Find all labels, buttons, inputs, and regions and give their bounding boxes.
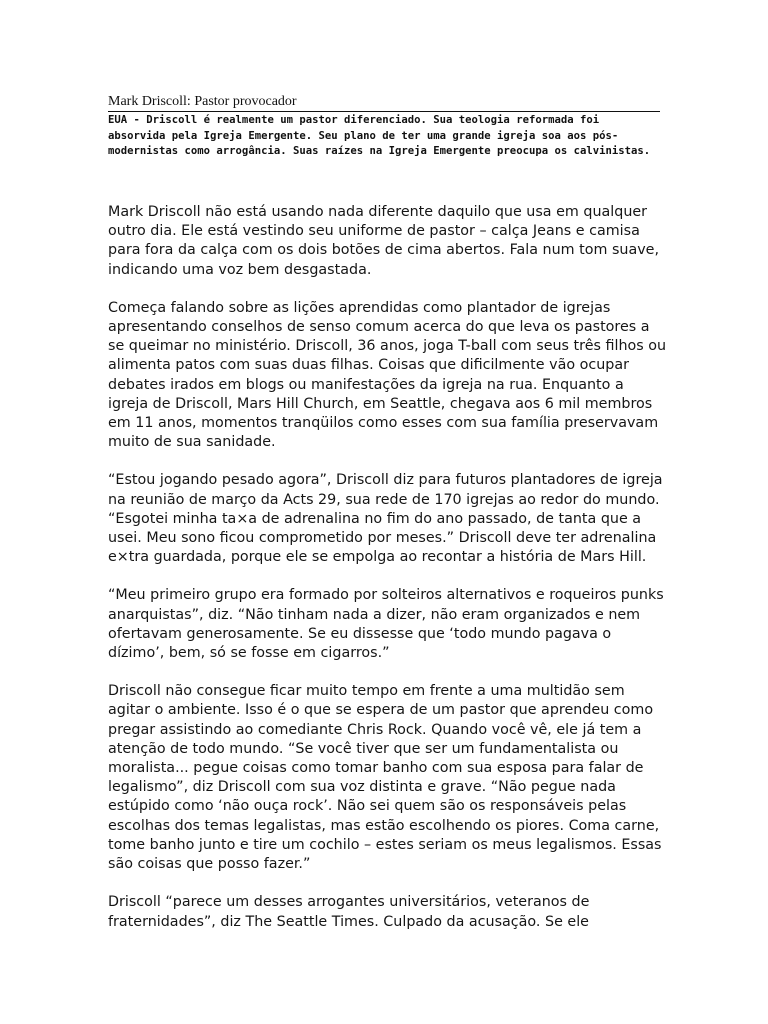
article-body	[108, 203, 668, 951]
paragraph: Mark Driscoll não está usando nada diferente daquilo que usa em qualquer outro dia. Ele está vestindo seu uniforme de pastor – calça Jeans e camisa para fora da calça com os dois botões de cima abertos. Fala num tom suave, indicando uma voz bem desgastada.	[108, 204, 660, 278]
paragraph: Driscoll “parece um desses arrogantes universitários, veteranos de fraternidades”, diz The Seattle Times. Culpado da acusação. Se ele	[108, 894, 590, 930]
title-divider	[108, 111, 660, 112]
paragraph: “Meu primeiro grupo era formado por solteiros alternativos e roqueiros punks anarquistas”, diz. “Não tinham nada a dizer, não eram organizados e nem ofertavam generosamente. Se eu dissesse que ‘todo mundo pagava o dízimo’, bem, só se fosse em cigarros.”	[108, 587, 664, 662]
paragraph: Começa falando sobre as lições aprendidas como plantador de igrejas apresentando conselhos de senso comum acerca do que leva os pastores a se queimar no ministério. Driscoll, 36 anos, joga T-ball com seus três filhos ou alimenta patos com suas duas filhas. Coisas que dificilmente vão ocupar debates irados em blogs ou manifestações da igreja na rua. Enquanto a igreja de Driscoll, Mars Hill Church, em Seattle, chegava aos 6 mil membros em 11 anos, momentos tranqüilos como esses com sua família preservavam muito de sua sanidade.	[108, 299, 667, 451]
article-title: Mark Driscoll: Pastor provocador	[108, 94, 297, 109]
paragraph: Driscoll não consegue ficar muito tempo em frente a uma multidão sem agitar o ambiente. Isso é o que se espera de um pastor que aprendeu como pregar assistindo ao comediante Chris Rock. Quando você vê, ele já tem a atenção de todo mundo. “Se você tiver que ser um fundamentalista ou moralista... pegue coisas como tomar banho com sua esposa para falar de legalismo”, diz Driscoll com sua voz distinta e grave. “Não pegue nada estúpido como ‘não ouça rock’. Não sei quem são os responsáveis pelas escolhas dos temas legalistas, mas estão escolhendo os piores. Coma carne, tome banho junto e tire um cochilo – estes seriam os meus legalismos. Essas são coisas que posso fazer.”	[108, 683, 662, 873]
article-lead: EUA - Driscoll é realmente um pastor diferenciado. Sua teologia reformada foi absorvida pela Igreja Emergente. Seu plano de ter uma grande igreja soa aos pós-modernistas como arrogância. Suas raízes na Igreja Emergente preocupa os calvinistas.	[108, 114, 651, 157]
article-header	[108, 93, 660, 160]
paragraph: “Estou jogando pesado agora”, Driscoll diz para futuros plantadores de igreja na reunião de março da Acts 29, sua rede de 170 igrejas ao redor do mundo. “Esgotei minha ta×a de adrenalina no fim do ano passado, de tanta que a usei. Meu sono ficou comprometido por meses.” Driscoll deve ter adrenalina e×tra guardada, porque ele se empolga ao recontar a história de Mars Hill.	[108, 472, 663, 566]
